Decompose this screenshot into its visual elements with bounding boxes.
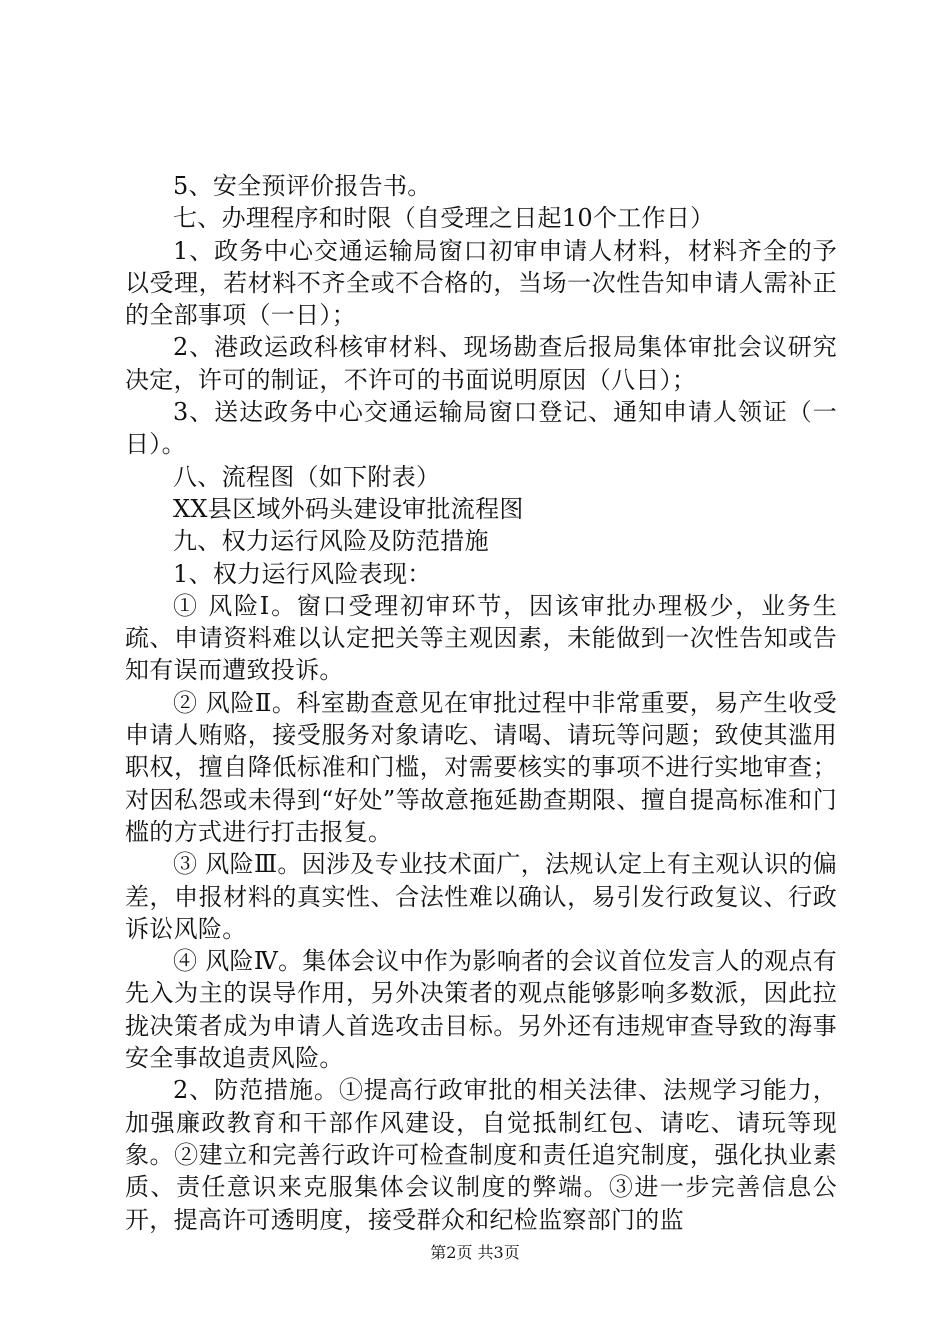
document-body — [125, 170, 837, 1236]
section-heading: 七、办理程序和时限（自受理之日起10个工作日） — [173, 204, 715, 233]
risk-item: ④ 风险Ⅳ。集体会议中作为影响者的会议首位发言人的观点有先入为主的误导作用，另外决策者的观点能够影响多数派，因此拉拢决策者成为申请人首选攻击目标。另外还有违规审查导致的海事安全事故追责风险。 — [125, 947, 838, 1073]
paragraph: 2、防范措施。①提高行政审批的相关法律、法规学习能力，加强廉政教育和干部作风建设，自觉抵制红包、请吃、请玩等现象。②建立和完善行政许可检查制度和责任追究制度，强化执业素质、责任意识来克服集体会议制度的弊端。③进一步完善信息公开，提高许可透明度，接受群众和纪检监察部门的监 — [125, 1076, 837, 1234]
paragraph: 2、港政运政科核审材料、现场勘查后报局集体审批会议研究决定，许可的制证，不许可的书面说明原因（八日）； — [125, 333, 837, 394]
subsection-heading: 1、权力运行风险表现： — [173, 559, 432, 588]
paragraph: 3、送达政务中心交通运输局窗口登记、通知申请人领证（一日）。 — [125, 398, 837, 459]
risk-item: ③ 风险Ⅲ。因涉及专业技术面广，法规认定上有主观认识的偏差，申报材料的真实性、合法性难以确认，易引发行政复议、行政诉讼风险。 — [125, 850, 837, 943]
section-heading: 八、流程图（如下附表） — [173, 462, 441, 491]
paragraph: 1、政务中心交通运输局窗口初审申请人材料，材料齐全的予以受理，若材料不齐全或不合格的，当场一次性告知申请人需补正的全部事项（一日）； — [125, 236, 837, 330]
risk-item: ① 风险Ⅰ。窗口受理初审环节，因该审批办理极少，业务生疏、申请资料难以认定把关等主观因素，未能做到一次性告知或告知有误而遭致投诉。 — [125, 591, 837, 685]
paragraph: 5、安全预评价报告书。 — [173, 172, 432, 200]
page-number-footer: 第2页 共3页 — [430, 1243, 520, 1262]
section-heading: 九、权力运行风险及防范措施 — [173, 527, 489, 556]
risk-item: ② 风险Ⅱ。科室勘查意见在审批过程中非常重要，易产生收受申请人贿赂，接受服务对象请吃、请喝、请玩等问题；致使其滥用职权，擅自降低标准和门槛，对需要核实的事项不进行实地审查；对因私怨或未得到“好处”等故意拖延勘查期限、擅自提高标准和门槛的方式进行打击报复。 — [125, 688, 837, 846]
flowchart-title: XX县区域外码头建设审批流程图 — [173, 494, 524, 523]
